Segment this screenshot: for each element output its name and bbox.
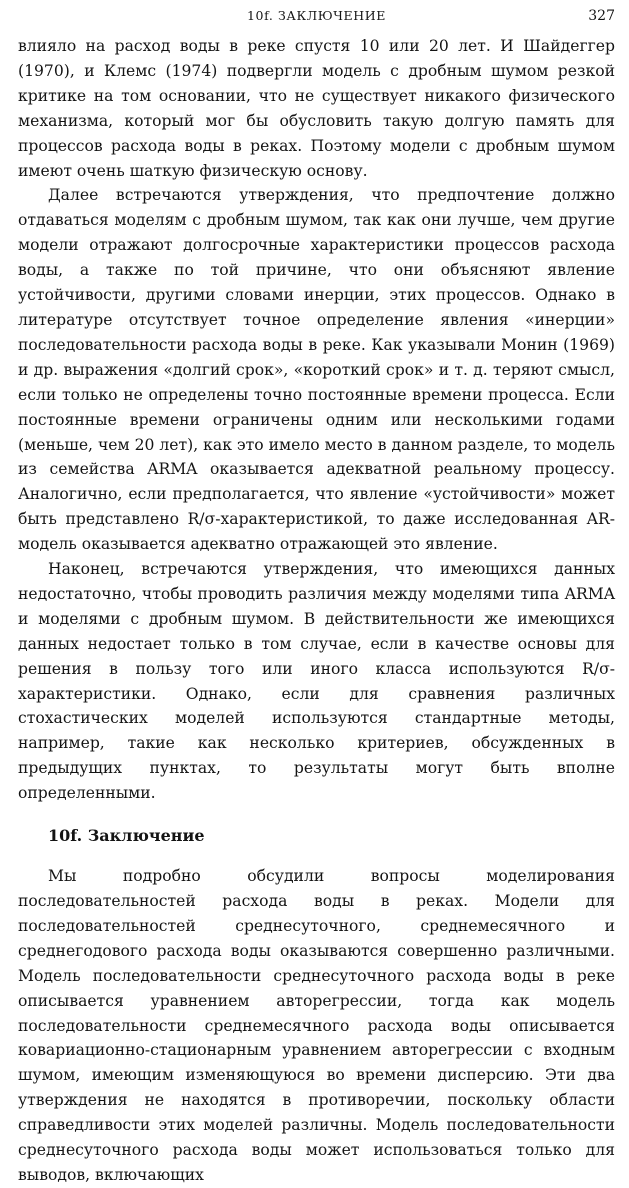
running-section-title: 10f. ЗАКЛЮЧЕНИЕ [246, 8, 387, 23]
paragraph-conclusion: Мы подробно обсудили вопросы моделирования последовательностей расхода воды в реках. Модели для последовательностей среднесуточного, среднемесячного и среднегодового расхода воды оказываются совершенно различными. Модель последовательности среднесуточного расхода воды в реке описывается уравнением авторегрессии, тогда как модель последовательности среднемесячного расхода воды описывается ковариационно-стационарным уравнением авторегрессии с входным шумом, имеющим изменяющуюся во времени дисперсию. Эти два утверждения не находятся в противоречии, поскольку области справедливости этих моделей различны. Модель последовательности среднесуточного расхода воды может использоваться только для выводов, включающих [18, 867, 615, 1184]
paragraph-continuation: влияло на расход воды в реке спустя 10 или 20 лет. И Шайдеггер (1970), и Клемс (1974) подвергли модель с дробным шумом резкой критике на том основании, что не существует никакого физического механизма, который мог бы обусловить такую долгую память для процессов расхода воды в реках. Поэтому модели с дробным шумом имеют очень шаткую физическую основу. [18, 37, 615, 180]
paragraph-insufficient-data: Наконец, встречаются утверждения, что имеющихся данных недостаточно, чтобы проводить различия между моделями типа ARMA и моделями с дробным шумом. В действительности же имеющихся данных недостает только в том случае, если в качестве основы для решения в пользу того или иного класса используются R/σ-характеристики. Однако, если для сравнения различных стохастических моделей используются стандартные методы, например, такие как несколько критериев, обсужденных в предыдущих пунктах, то результаты могут быть вполне определенными. [18, 560, 615, 803]
paragraph-persistence: Далее встречаются утверждения, что предпочтение должно отдаваться моделям с дробным шумом, так как они лучше, чем другие модели отражают долгосрочные характеристики процессов расхода воды, а также по той причине, что они объясняют явление устойчивости, другими словами инерции, этих процессов. Однако в литературе отсутствует точное определение явления «инерции» последовательности расхода воды в реке. Как указывали Монин (1969) и др. выражения «долгий срок», «короткий срок» и т. д. теряют смысл, если только не определены точно постоянные времени процесса. Если постоянные времени ограничены одним или несколькими годами (меньше, чем 20 лет), как это имело место в данном разделе, то модель из семейства ARMA оказывается адекватной реальному процессу. Аналогично, если предполагается, что явление «устойчивости» может быть представлено R/σ-характеристикой, то даже исследованная AR-модель оказывается адекватно отражающей это явление. [18, 186, 615, 554]
page-number: 327 [588, 8, 615, 24]
section-heading: 10f. Заключение [48, 826, 205, 846]
running-header [18, 8, 615, 30]
body-text [18, 34, 615, 1188]
